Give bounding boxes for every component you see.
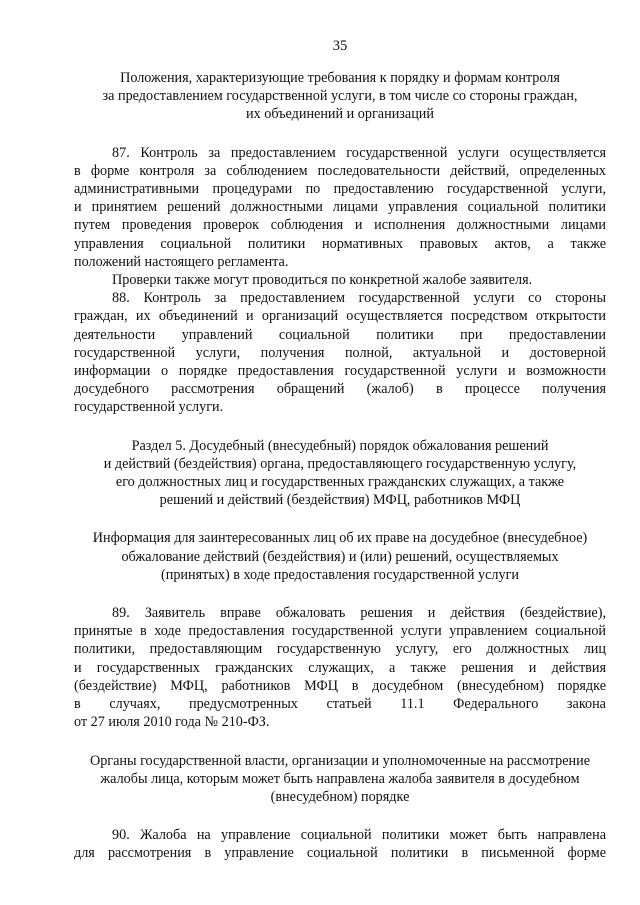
text-line: деятельности управлений социальной политики при предоставлении	[74, 326, 606, 343]
heading-appeal-information	[54, 529, 626, 584]
heading-line: его должностных лиц и государственных гражданских служащих, а также	[115, 474, 565, 491]
heading-line: жалобы лица, которым может быть направлена жалоба заявителя в досудебном	[100, 770, 580, 787]
paragraph-checks	[74, 271, 606, 289]
text-line: информации о порядке предоставления государственной услуги и возможности	[74, 363, 606, 380]
heading-line: их объединений и организаций	[246, 106, 434, 123]
text-line: для рассмотрения в управление социальной политики в письменной форме	[74, 845, 606, 862]
paragraph-90	[74, 826, 606, 862]
text-line: Проверки также могут проводиться по конкретной жалобе заявителя.	[112, 272, 533, 289]
text-line: граждан, их объединений и организаций осуществляется посредством открытости	[74, 308, 606, 325]
text-line: государственной услуги, получения полной, актуальной и достоверной	[74, 344, 606, 361]
paragraph-87	[74, 144, 606, 271]
heading-control-requirements	[54, 69, 626, 124]
text-line: политики, предоставляющим государственную услугу, его должностных лиц	[74, 641, 606, 658]
page-number: 35	[332, 38, 348, 54]
heading-line: Раздел 5. Досудебный (внесудебный) порядок обжалования решений	[131, 437, 549, 454]
heading-line: Положения, характеризующие требования к порядку и формам контроля	[120, 70, 560, 86]
heading-line: решений и действий (бездействия) МФЦ, работников МФЦ	[159, 492, 521, 509]
text-line: в форме контроля за соблюдением последовательности действий, определенных	[74, 162, 606, 179]
paragraph-88	[74, 289, 606, 416]
heading-line: Информация для заинтересованных лиц об их праве на досудебное (внесудебное)	[92, 530, 588, 547]
heading-line: за предоставлением государственной услуги, в том числе со стороны граждан,	[102, 88, 578, 105]
heading-line: (внесудебном) порядке	[270, 788, 410, 805]
text-line: 90. Жалоба на управление социальной политики может быть направлена	[112, 827, 606, 844]
heading-section-5	[54, 437, 626, 510]
text-line: досудебного рассмотрения обращений (жалоб) в процессе получения	[74, 381, 606, 398]
text-line: и государственных гражданских служащих, а также решения и действия	[74, 659, 606, 676]
text-line: в случаях, предусмотренных статьей 11.1 Федерального закона	[74, 696, 606, 713]
heading-line: и действий (бездействия) органа, предоставляющего государственную услугу,	[103, 455, 577, 472]
text-line: путем проведения проверок соблюдения и исполнения должностными лицами	[74, 217, 606, 234]
heading-appeal-bodies	[54, 752, 626, 807]
text-line: 87. Контроль за предоставлением государственной услуги осуществляется	[112, 144, 606, 161]
text-line: от 27 июля 2010 года № 210-ФЗ.	[74, 714, 270, 731]
text-line: положений настоящего регламента.	[74, 253, 289, 270]
text-line: административными процедурами по предоставлению государственной услуги,	[74, 181, 606, 198]
text-line: принятые в ходе предоставления государственной услуги управлением социальной	[74, 623, 606, 640]
text-line: и принятием решений должностными лицами управления социальной политики	[74, 199, 606, 216]
text-line: 89. Заявитель вправе обжаловать решения и действия (бездействие),	[112, 605, 606, 622]
heading-line: Органы государственной власти, организации и уполномоченные на рассмотрение	[89, 752, 591, 769]
paragraph-89	[74, 604, 606, 731]
text-line: государственной услуги.	[74, 399, 224, 416]
heading-line: обжалование действий (бездействия) и (или) решений, осуществляемых	[121, 548, 559, 565]
text-line: (бездействие) МФЦ, работников МФЦ в досудебном (внесудебном) порядке	[74, 677, 606, 694]
text-line: управления социальной политики нормативных правовых актов, а также	[74, 235, 606, 252]
heading-line: (принятых) в ходе предоставления государственной услуги	[161, 566, 519, 583]
text-line: 88. Контроль за предоставлением государственной услуги со стороны	[112, 290, 606, 307]
